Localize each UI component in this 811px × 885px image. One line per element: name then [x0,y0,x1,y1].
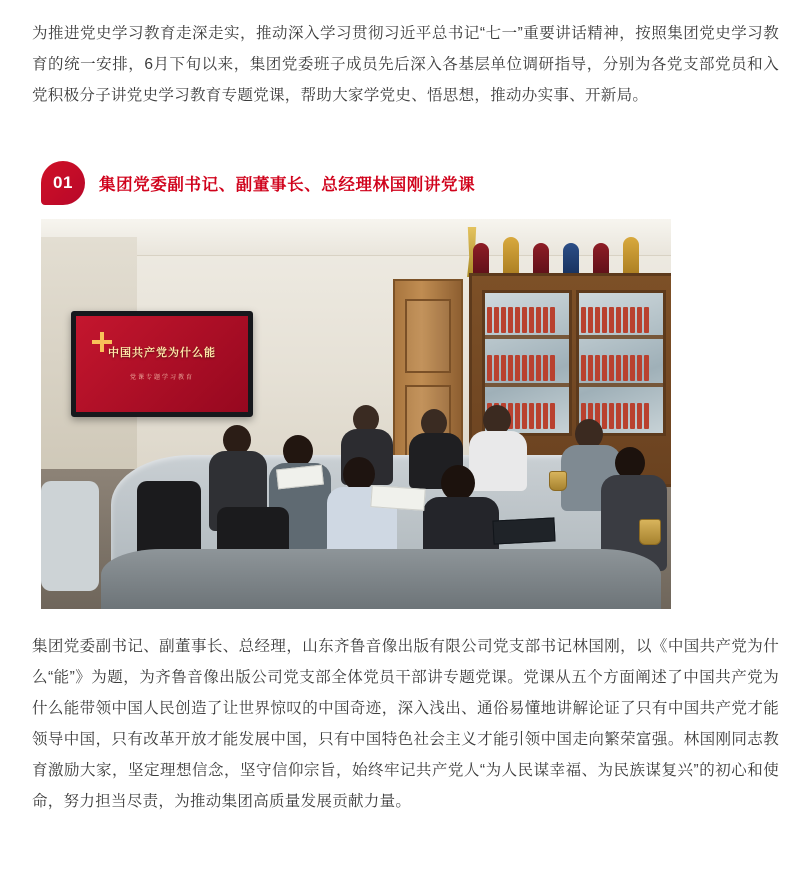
vase-row [473,231,669,277]
document-paper [370,485,425,511]
vase-ornament [563,243,579,277]
bookcase-glass-right [576,290,666,436]
section-title: 集团党委副书记、副董事长、总经理林国刚讲党课 [99,176,476,194]
vase-ornament [623,237,639,277]
tea-cup [549,471,567,491]
vase-ornament [473,243,489,277]
book-row [581,307,659,333]
vase-ornament [533,243,549,277]
intro-paragraph: 为推进党史学习教育走深走实，推动深入学习贯彻习近平总书记“七一”重要讲话精神，按照集团党史学习教育的统一安排，6月下旬以来，集团党委班子成员先后深入各基层单位调研指导，分别为各党支部党员和入党积极分子讲党史学习教育专题党课，帮助大家学党史、悟思想，推动办实事、开新局。 [32,25,779,104]
conference-table-edge [101,549,661,609]
body-paragraph: 集团党委副书记、副董事长、总经理，山东齐鲁音像出版有限公司党支部书记林国刚，以《中国共产党为什么“能”》为题，为齐鲁音像出版公司党支部全体党员干部讲专题党课。党课从五个方面阐述了中国共产党为什么能带领中国人民创造了让世界惊叹的中国奇迹，深入浅出、通俗易懂地讲解论证了只有中国共产党才能领导中国，只有改革开放才能发展中国，只有中国特色社会主义才能引领中国走向繁荣富强。林国刚同志教育激励大家，坚定理想信念，坚守信仰宗旨，始终牢记共产党人“为人民谋幸福、为民族谋复兴”的初心和使命，努力担当尽责，为推动集团高质量发展贡献力量。 [32,638,779,810]
tea-cup [639,519,661,545]
screen-subtitle-text: 党课专题学习教育 [129,375,194,381]
bookcase-shelf [485,335,569,339]
bookcase-shelf [579,335,663,339]
meeting-photo [41,219,671,609]
bookcase-shelf [579,383,663,387]
vase-ornament [503,237,519,277]
presentation-screen [71,311,253,417]
section-number-badge: 01 [41,161,85,205]
office-chair [41,481,99,591]
book-row [487,307,565,333]
door-panel-top [405,299,451,373]
book-row [581,355,659,381]
section-header [32,161,779,205]
screen-title-text: 中国共产党为什么能 [108,347,216,359]
vase-ornament [593,243,609,277]
laptop [492,517,555,544]
book-row [487,355,565,381]
bookcase-shelf [485,383,569,387]
